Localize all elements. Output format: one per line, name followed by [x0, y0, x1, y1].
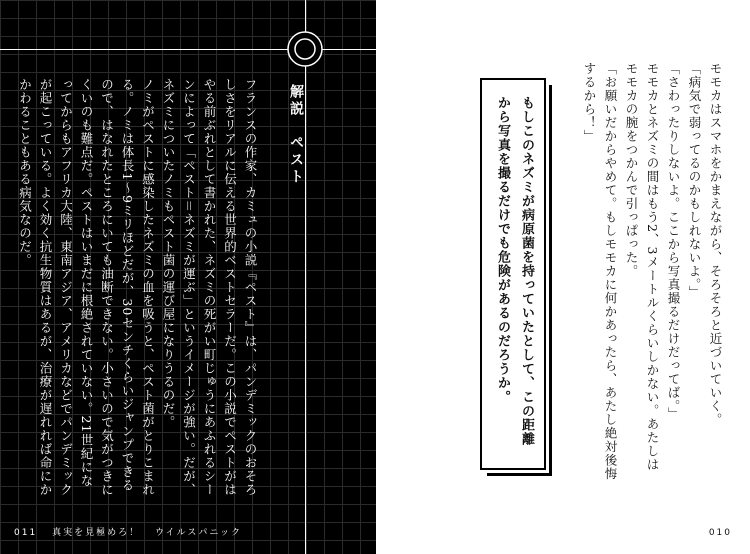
story-text: モモカはスマホをかまえながら、そろそろと近づいていく。 「病気で弱ってるのかもしれないよ。」 「さわったりしないよ。ここから写真撮るだけだってば。」 モモカとネズミの間はもう2、3メートルくらいしかない。あたしはモモカの腕をつかんで引っぱった。 「お願いだからやめて。もしモモカに何かあったら、あたし絶対後悔するから！」 [582, 62, 723, 481]
section-heading: 解説 ペスト [288, 84, 304, 186]
page-number: 011 [14, 528, 38, 538]
target-icon [285, 29, 325, 69]
series-title: ウイルスパニック [154, 528, 243, 538]
question-box [480, 78, 546, 470]
right-page [376, 0, 750, 554]
running-title: 真実を見極めろ！ [52, 528, 141, 538]
left-footer [14, 525, 252, 538]
question-text: もしこのネズミが病原菌を持っていたとして、この距離から写真を撮るだけでも危険があるのだろうか。 [495, 96, 534, 446]
explanation-text: フランスの作家、カミュの小説『ペスト』は、パンデミックのおそろしさをリアルに伝える世界的ベストセラーだ。この小説でペストがはやる前ぶれとして書かれた、ネズミの死がい町じゅうにあふれるシーンによって「ペスト＝ネズミが運ぶ」というイメージが強い。だが、ネズミについたノミもペスト菌の運び屋になりうるのだ。 ノミがペストに感染したネズミの血を吸うと、ペスト菌がとりこまれる。ノミは体長1〜9ミリほどだが、30センチくらいジャンプできるので、はなれたところにいても油断できない。小さいので気がつきにくいのも難点だ。ペストはいまだに根絶されていない。21世紀になってからもアフリカ大陸、東南アジア、アメリカなどでパンデミックが起こっている。よく効く抗生物質はあるが、治療が遅れれば命にかかわることもある病気なのだ。 [17, 78, 258, 497]
page-number: 010 [708, 528, 732, 538]
